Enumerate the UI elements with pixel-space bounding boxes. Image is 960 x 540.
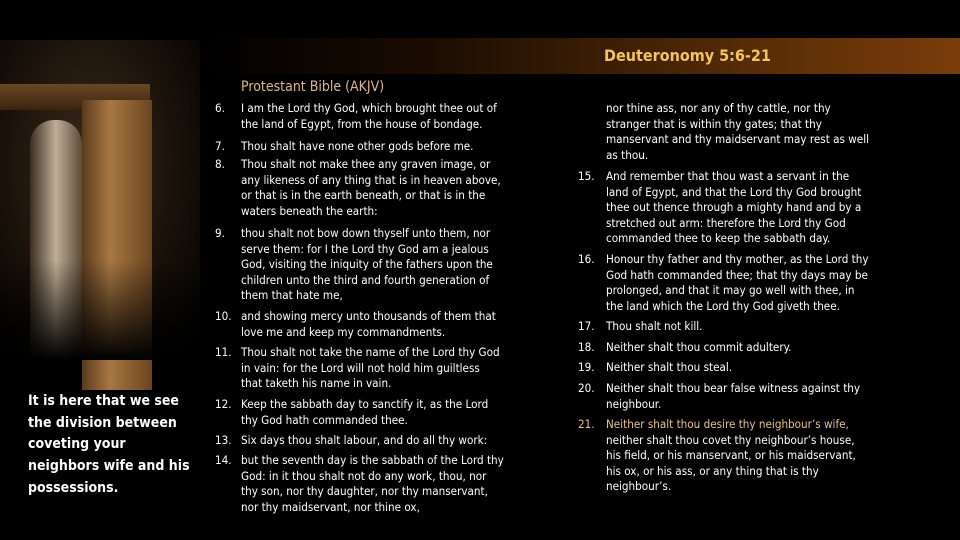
slide: Deuteronomy 5:6-21 Protestant Bible (AKJV) It is here that we see the division between coveting your neighbors wife and his possessions. 6. I am the Lord thy God, which brought thee out of the land of Egypt, from the house of bondage. 7. Thou shalt have none other gods before me. 8. Thou shalt not make thee any graven image, or any likeness of any thing that is in heaven above, or that is in the earth beneath, or that is in the waters beneath the earth: 9. thou shalt not bow down thyself unto them, nor serve them: for I the Lord thy God am a jealous God, visiting the iniquity of the fathers upon the children unto the third and fourth generation of them that hate me, 10. and showing mercy unto thousands of them that love me and keep my commandments. 11. Thou shalt not take the name of the Lord thy God in vain: for the Lord will not hold him guiltless that taketh his name in vain. 12. Keep the sabbath day to sanctify it, as the Lord thy God hath commanded thee. 13. Six days thou shalt labour, and do all thy work: 14. but the seventh day is the sabbath of the Lord thy God: in it thou shalt not do any work, thou, nor thy son, nor thy daughter, nor thy manservant, nor thy maidservant, nor thine ox, nor thine ass, nor any of thy cattle, nor thy stranger that is within thy gates; that thy manservant and thy maidservant may rest as well as thou. 15. And remember that thou wast a servant in the land of Egypt, and that the Lord thy God brought thee out thence through a mighty hand and by a stretched out arm: therefore the Lord thy God commanded thee to keep the sabbath day. 16. Honour thy father and thy mother, as the Lord thy God hath commanded thee; that thy days may be prolonged, and that it may go well with thee, in the land which the Lord thy God giveth thee. 17. Thou shalt not kill. 18. Neither shalt thou commit adultery. 19. Neither shalt thou steal. 20. Neither shalt thou bear false witness against thy neighbour. 21. Neither shalt thou desire thy neighbour’s wife, neither shalt thou covet thy neighbour’s house, his field, or his manservant, or his maidservant, his ox, or his ass, or any thing that is thy neighbour’s. (0, 0, 960, 540)
bible-version: Protestant Bible (AKJV) (241, 79, 385, 95)
title-bar (200, 38, 960, 74)
slide-title: Deuteronomy 5:6-21 (604, 46, 771, 65)
caption: It is here that we see the division between coveting your neighbors wife and his possessions. (28, 393, 190, 496)
highlighted-phrase: Neither shalt thou desire thy neighbour’s wife, (606, 417, 849, 431)
image-fade (0, 260, 200, 360)
